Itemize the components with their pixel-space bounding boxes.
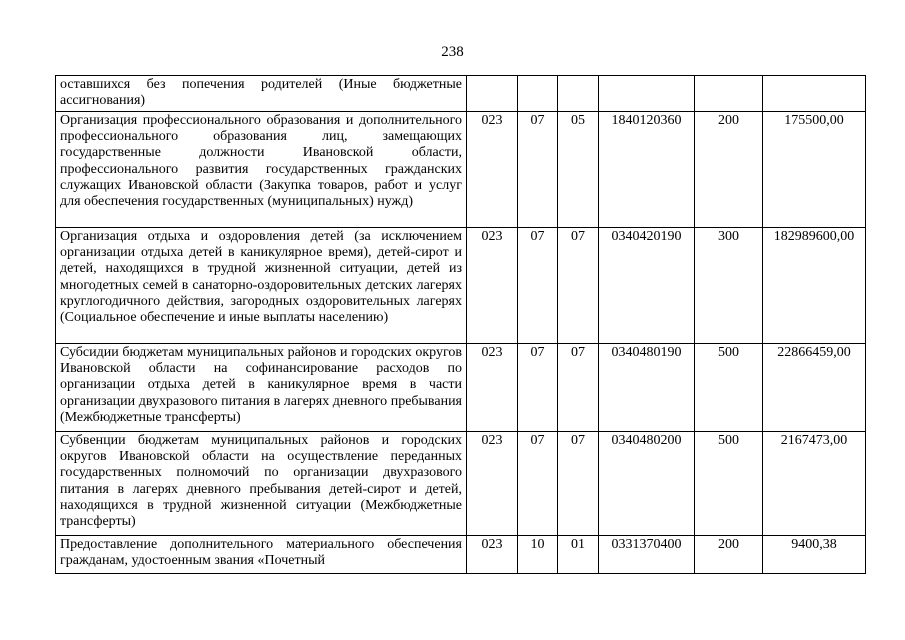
target-article-code: 1840120360: [599, 112, 695, 228]
ministry-code: [467, 76, 518, 112]
amount-value: 175500,00: [763, 112, 866, 228]
amount-value: 22866459,00: [763, 344, 866, 432]
section-code: 07: [518, 432, 558, 536]
table-row: [56, 112, 866, 228]
subsection-code: 07: [558, 344, 599, 432]
row-description: Организация профессионального образования и дополнительного профессионального образования лиц, замещающих государственные должности Ивановской области, профессионального развития государственных гражданских служащих Ивановской области (Закупка товаров, работ и услуг для обеспечения государственных (муниципальных) нужд): [56, 112, 467, 228]
target-article-code: [599, 76, 695, 112]
row-description: оставшихся без попечения родителей (Иные бюджетные ассигнования): [56, 76, 467, 112]
section-code: 07: [518, 228, 558, 344]
section-code: 07: [518, 112, 558, 228]
amount-value: [763, 76, 866, 112]
ministry-code: 023: [467, 228, 518, 344]
subsection-code: 07: [558, 432, 599, 536]
expense-type-code: [695, 76, 763, 112]
expense-type-code: 500: [695, 344, 763, 432]
expense-type-code: 300: [695, 228, 763, 344]
section-code: 07: [518, 344, 558, 432]
amount-value: 2167473,00: [763, 432, 866, 536]
table-row: [56, 228, 866, 344]
amount-value: 182989600,00: [763, 228, 866, 344]
table-row: [56, 432, 866, 536]
page-number: 238: [441, 44, 464, 60]
ministry-code: 023: [467, 344, 518, 432]
table-row: [56, 536, 866, 574]
target-article-code: 0340480190: [599, 344, 695, 432]
expense-type-code: 500: [695, 432, 763, 536]
ministry-code: 023: [467, 112, 518, 228]
subsection-code: 07: [558, 228, 599, 344]
subsection-code: 01: [558, 536, 599, 574]
subsection-code: [558, 76, 599, 112]
table-row: [56, 344, 866, 432]
section-code: 10: [518, 536, 558, 574]
row-description: Организация отдыха и оздоровления детей (за исключением организации отдыха детей в каникулярное время), детей-сирот и детей, находящихся в трудной жизненной ситуации, детей из многодетных семей в санаторно-оздоровительных детских лагерях круглогодичного действия, загородных оздоровительных лагерях (Социальное обеспечение и иные выплаты населению): [56, 228, 467, 344]
ministry-code: 023: [467, 536, 518, 574]
expense-type-code: 200: [695, 112, 763, 228]
budget-table: [55, 75, 866, 574]
target-article-code: 0340480200: [599, 432, 695, 536]
subsection-code: 05: [558, 112, 599, 228]
expense-type-code: 200: [695, 536, 763, 574]
ministry-code: 023: [467, 432, 518, 536]
row-description: Предоставление дополнительного материального обеспечения гражданам, удостоенным звания «Почетный: [56, 536, 467, 574]
row-description: Субвенции бюджетам муниципальных районов и городских округов Ивановской области на осуществление переданных государственных полномочий по организации двухразового питания в лагерях дневного пребывания детей-сирот и детей, находящихся в трудной жизненной ситуации (Межбюджетные трансферты): [56, 432, 467, 536]
section-code: [518, 76, 558, 112]
target-article-code: 0340420190: [599, 228, 695, 344]
row-description: Субсидии бюджетам муниципальных районов и городских округов Ивановской области на софинансирование расходов по организации отдыха детей в каникулярное время в части организации двухразового питания в лагерях дневного пребывания (Межбюджетные трансферты): [56, 344, 467, 432]
target-article-code: 0331370400: [599, 536, 695, 574]
table-row: [56, 76, 866, 112]
amount-value: 9400,38: [763, 536, 866, 574]
